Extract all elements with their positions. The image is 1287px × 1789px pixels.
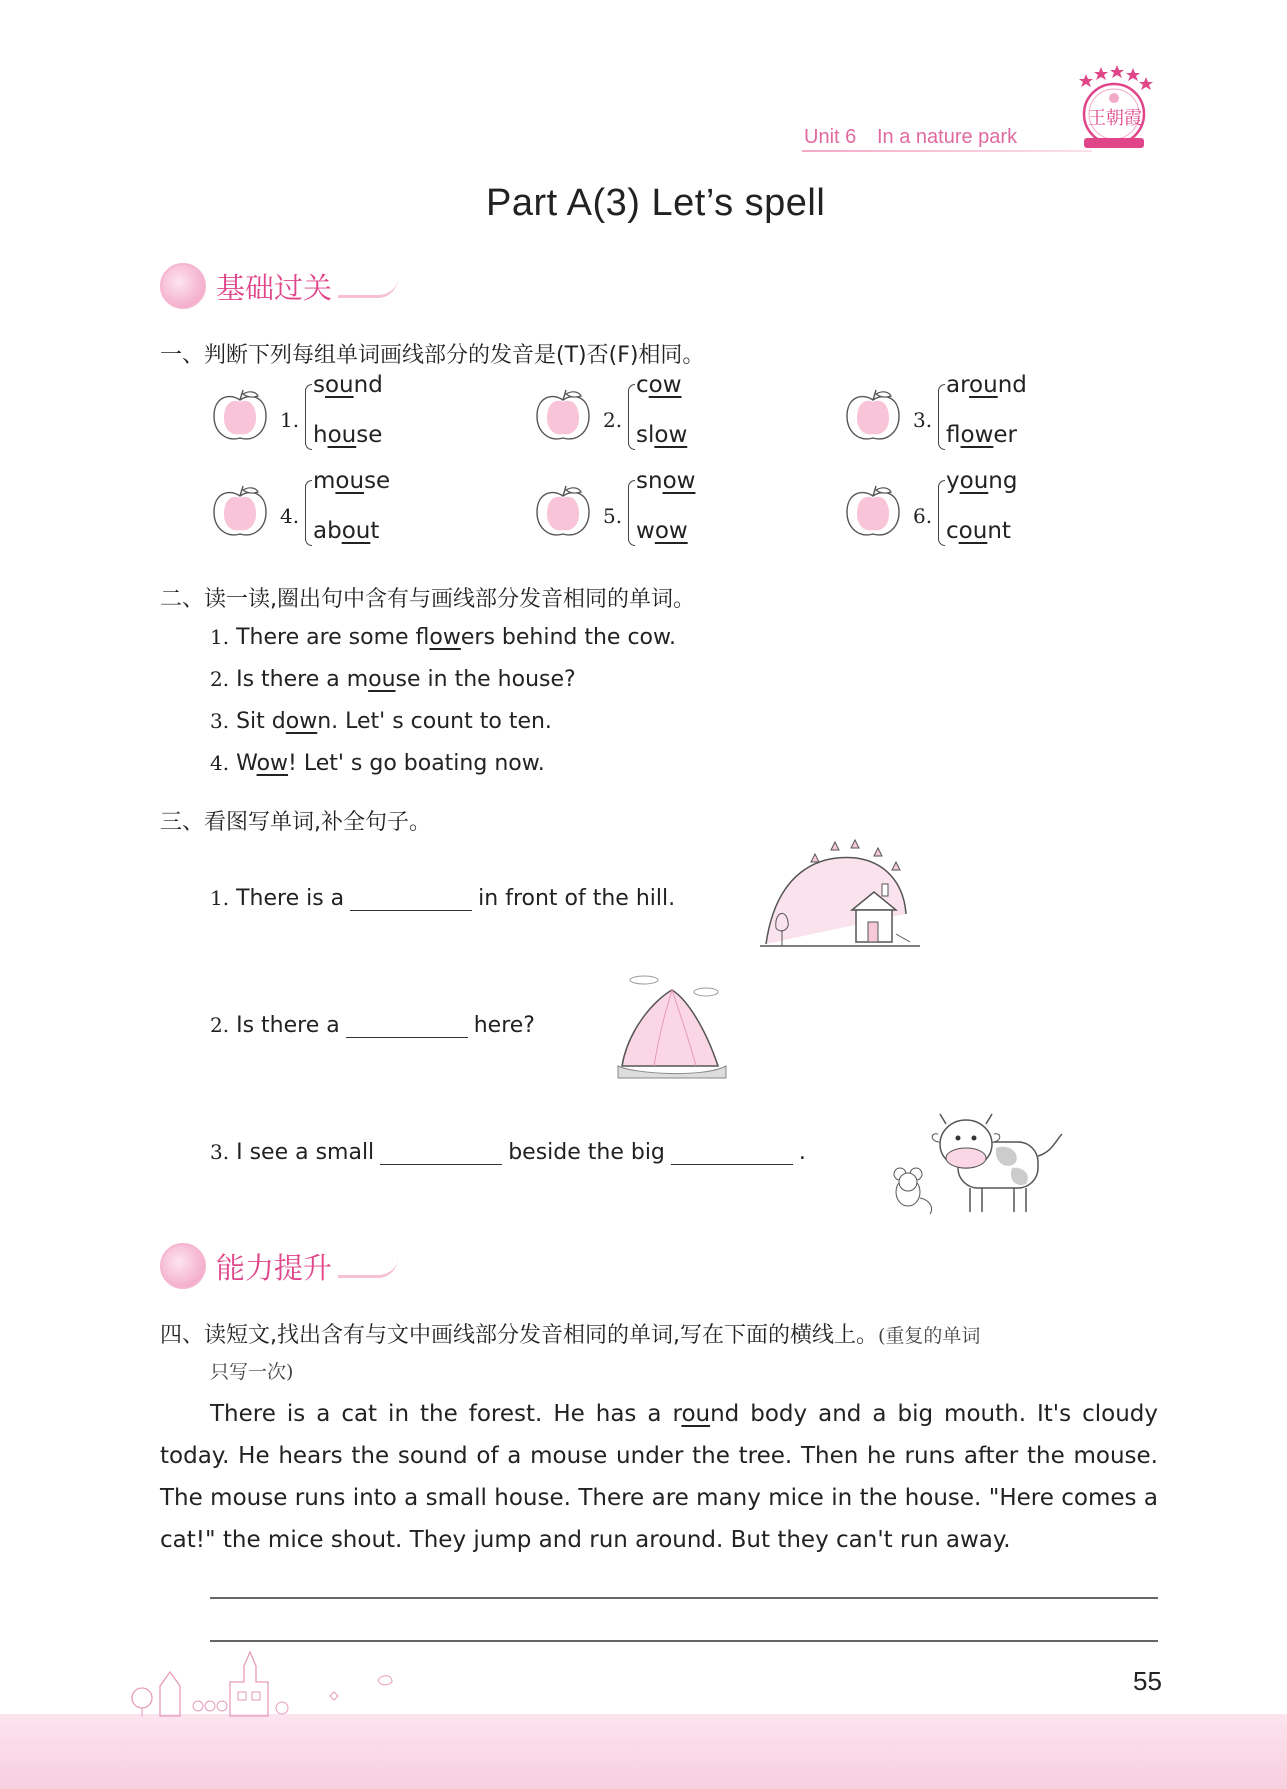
answer-blank[interactable] bbox=[350, 888, 472, 911]
apple-icon bbox=[533, 484, 593, 540]
page-number: 55 bbox=[1133, 1666, 1162, 1696]
q2-sentence-3: 3. Sit down. Let' s count to ten. bbox=[210, 709, 552, 734]
answer-line-2[interactable] bbox=[210, 1640, 1158, 1642]
q4-heading-note: 只写一次) bbox=[210, 1361, 294, 1383]
apple-icon bbox=[533, 388, 593, 444]
word-b: count bbox=[946, 518, 1011, 544]
word-a: young bbox=[946, 468, 1018, 494]
q4-heading: 四、读短文,找出含有与文中画线部分发音相同的单词,写在下面的横线上。(重复的单词 bbox=[160, 1323, 981, 1348]
word-b: wow bbox=[636, 518, 688, 544]
brace bbox=[938, 480, 945, 546]
girl-face-icon bbox=[160, 263, 206, 309]
q3-sentence-3: 3. I see a small beside the big . bbox=[210, 1140, 806, 1165]
brace bbox=[938, 384, 945, 450]
footer-band bbox=[0, 1714, 1287, 1789]
q2-sentence-2: 2. Is there a mouse in the house? bbox=[210, 667, 576, 692]
q1-heading: 一、判断下列每组单词画线部分的发音是(T)否(F)相同。 bbox=[160, 343, 705, 368]
answer-line-1[interactable] bbox=[210, 1597, 1158, 1599]
q2-heading: 二、读一读,圈出句中含有与画线部分发音相同的单词。 bbox=[160, 587, 695, 612]
answer-blank[interactable] bbox=[380, 1142, 502, 1165]
word-b: flower bbox=[946, 422, 1017, 448]
town-decoration bbox=[126, 1646, 426, 1718]
q2-sentence-4: 4. Wow! Let' s go boating now. bbox=[210, 751, 545, 776]
header-rule bbox=[802, 150, 1092, 152]
word-b: about bbox=[313, 518, 380, 544]
apple-icon bbox=[210, 484, 270, 540]
page-title: Part A(3) Let’s spell bbox=[486, 182, 826, 224]
word-a: snow bbox=[636, 468, 696, 494]
apple-icon bbox=[843, 388, 903, 444]
apple-icon bbox=[210, 388, 270, 444]
reading-passage: There is a cat in the forest. He has a round body and a big mouth. It's cloudy today. He hears the sound of a mouse under the tree. Then he runs after the mouse. The mouse runs into a small house. There are many mice in the house. "Here comes a cat!" the mice shout. They jump and run around. But they can't run away. bbox=[160, 1401, 1158, 1553]
badge-swoosh bbox=[338, 275, 398, 298]
brace bbox=[305, 480, 312, 546]
word-a: cow bbox=[636, 372, 682, 398]
q2-sentence-1: 1. There are some flowers behind the cow. bbox=[210, 625, 676, 650]
brace bbox=[628, 384, 635, 450]
answer-blank[interactable] bbox=[671, 1142, 793, 1165]
word-b: slow bbox=[636, 422, 688, 448]
section-badge-ability bbox=[160, 1244, 398, 1288]
word-a: mouse bbox=[313, 468, 391, 494]
logo-text: 王朝霞 bbox=[1088, 108, 1142, 129]
unit-label: Unit 6 bbox=[804, 126, 857, 148]
mouse-cow-illustration bbox=[886, 1104, 1072, 1222]
lesson-label: In a nature park bbox=[877, 126, 1018, 148]
brand-logo bbox=[1072, 62, 1154, 152]
mountain-illustration bbox=[614, 970, 730, 1084]
q3-sentence-1: 1. There is a in front of the hill. bbox=[210, 886, 676, 911]
answer-blank[interactable] bbox=[346, 1015, 468, 1038]
section-badge-basic bbox=[160, 264, 398, 308]
word-b: house bbox=[313, 422, 383, 448]
section-title-basic: 基础过关 bbox=[216, 270, 333, 305]
brace bbox=[305, 384, 312, 450]
girl-face-icon bbox=[160, 1243, 206, 1289]
apple-icon bbox=[843, 484, 903, 540]
q3-heading: 三、看图写单词,补全句子。 bbox=[160, 810, 431, 835]
word-a: around bbox=[946, 372, 1027, 398]
section-title-ability: 能力提升 bbox=[216, 1250, 333, 1285]
house-hill-illustration bbox=[756, 834, 924, 960]
word-a: sound bbox=[313, 372, 383, 398]
q3-sentence-2: 2. Is there a here? bbox=[210, 1013, 535, 1038]
badge-swoosh bbox=[338, 1255, 398, 1278]
brace bbox=[628, 480, 635, 546]
